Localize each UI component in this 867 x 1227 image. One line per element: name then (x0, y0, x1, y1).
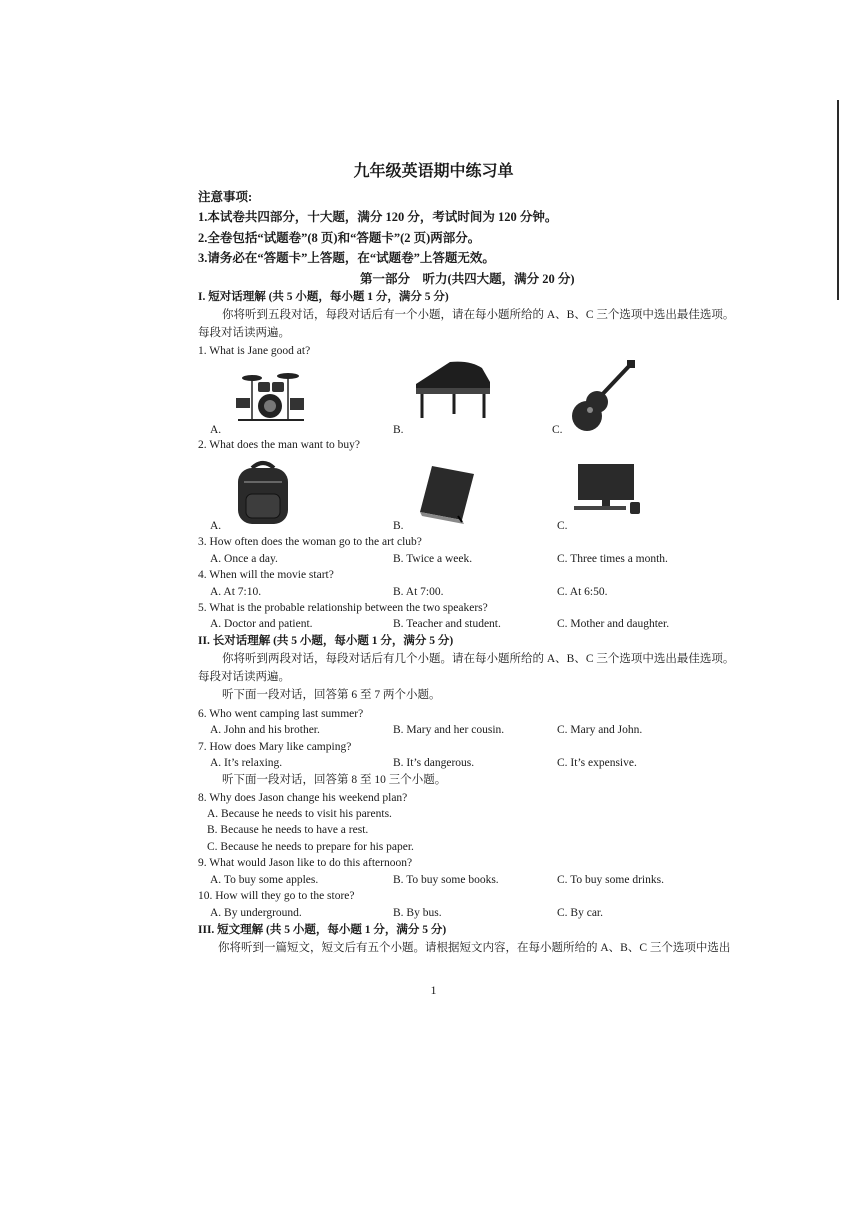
q2-option-b: B. (393, 520, 404, 532)
q9-option-a: A. To buy some apples. (210, 874, 319, 886)
question-4: 4. When will the movie start? (198, 569, 334, 581)
sec2-subinstruction-2: 听下面一段对话，回答第 8 至 10 三个小题。 (222, 774, 447, 786)
q1-option-b: B. (393, 424, 404, 436)
q9-option-b: B. To buy some books. (393, 874, 499, 886)
q8-option-b: B. Because he needs to have a rest. (207, 824, 369, 836)
question-8: 8. Why does Jason change his weekend plan? (198, 792, 408, 804)
page-title: 九年级英语期中练习单 (353, 163, 514, 180)
book-icon (418, 462, 476, 524)
piano-icon (410, 358, 494, 420)
q6-option-a: A. John and his brother. (210, 724, 320, 736)
q10-option-a: A. By underground. (210, 907, 302, 919)
sec2-instruction-2: 每段对话读两遍。 (198, 671, 290, 683)
q3-option-b: B. Twice a week. (393, 553, 473, 565)
question-10: 10. How will they go to the store? (198, 890, 355, 902)
q2-option-a: A. (210, 520, 222, 532)
sec2-instruction: 你将听到两段对话，每段对话后有几个小题。请在每小题所给的 A、B、C 三个选项中选出最佳选项。 (222, 653, 735, 665)
q8-option-a: A. Because he needs to visit his parents. (207, 808, 392, 820)
q4-option-b: B. At 7:00. (393, 586, 444, 598)
page-number: 1 (430, 983, 437, 997)
q3-option-a: A. Once a day. (210, 553, 278, 565)
q4-option-a: A. At 7:10. (210, 586, 262, 598)
q5-option-a: A. Doctor and patient. (210, 618, 313, 630)
q8-option-c: C. Because he needs to prepare for his paper. (207, 841, 414, 853)
sec3-heading: III. 短文理解 (共 5 小题，每小题 1 分，满分 5 分) (198, 924, 447, 936)
question-1: 1. What is Jane good at? (198, 345, 311, 357)
q5-option-b: B. Teacher and student. (393, 618, 501, 630)
q7-option-c: C. It’s expensive. (557, 757, 637, 769)
q4-option-c: C. At 6:50. (557, 586, 608, 598)
guitar-icon (565, 360, 637, 434)
sec2-subinstruction-1: 听下面一段对话，回答第 6 至 7 两个小题。 (222, 689, 441, 701)
notes-heading: 注意事项: (198, 190, 253, 204)
note-item-3: 3.请务必在“答题卡”上答题，在“试题卷”上答题无效。 (198, 251, 495, 265)
sec1-instruction: 你将听到五段对话，每段对话后有一个小题，请在每小题所给的 A、B、C 三个选项中选出最佳选项。 (222, 309, 735, 321)
q7-option-a: A. It’s relaxing. (210, 757, 283, 769)
backpack-icon (228, 458, 298, 528)
sec2-heading: II. 长对话理解 (共 5 小题，每小题 1 分，满分 5 分) (198, 635, 454, 647)
scan-edge-line (837, 100, 839, 300)
q2-option-c: C. (557, 520, 568, 532)
q1-option-a: A. (210, 424, 222, 436)
note-item-2: 2.全卷包括“试题卷”(8 页)和“答题卡”(2 页)两部分。 (198, 231, 481, 245)
q7-option-b: B. It’s dangerous. (393, 757, 475, 769)
q3-option-c: C. Three times a month. (557, 553, 668, 565)
sec1-instruction-2: 每段对话读两遍。 (198, 327, 290, 339)
question-9: 9. What would Jason like to do this afternoon? (198, 857, 413, 869)
q5-option-c: C. Mother and daughter. (557, 618, 670, 630)
computer-icon (572, 462, 642, 516)
q6-option-c: C. Mary and John. (557, 724, 643, 736)
q10-option-c: C. By car. (557, 907, 603, 919)
sec3-instruction: 你将听到一篇短文，短文后有五个小题。请根据短文内容，在每小题所给的 A、B、C 三个选项中选出 (218, 942, 731, 954)
q10-option-b: B. By bus. (393, 907, 442, 919)
drum-kit-icon (230, 368, 308, 423)
part1-heading: 第一部分 听力(共四大题，满分 20 分) (360, 272, 575, 286)
q9-option-c: C. To buy some drinks. (557, 874, 664, 886)
q1-option-c: C. (552, 424, 563, 436)
note-item-1: 1.本试卷共四部分，十大题，满分 120 分，考试时间为 120 分钟。 (198, 210, 558, 224)
question-2: 2. What does the man want to buy? (198, 439, 361, 451)
question-6: 6. Who went camping last summer? (198, 708, 364, 720)
question-5: 5. What is the probable relationship between the two speakers? (198, 602, 488, 614)
question-7: 7. How does Mary like camping? (198, 741, 352, 753)
question-3: 3. How often does the woman go to the art club? (198, 536, 422, 548)
q6-option-b: B. Mary and her cousin. (393, 724, 505, 736)
sec1-heading: I. 短对话理解 (共 5 小题，每小题 1 分，满分 5 分) (198, 291, 449, 303)
